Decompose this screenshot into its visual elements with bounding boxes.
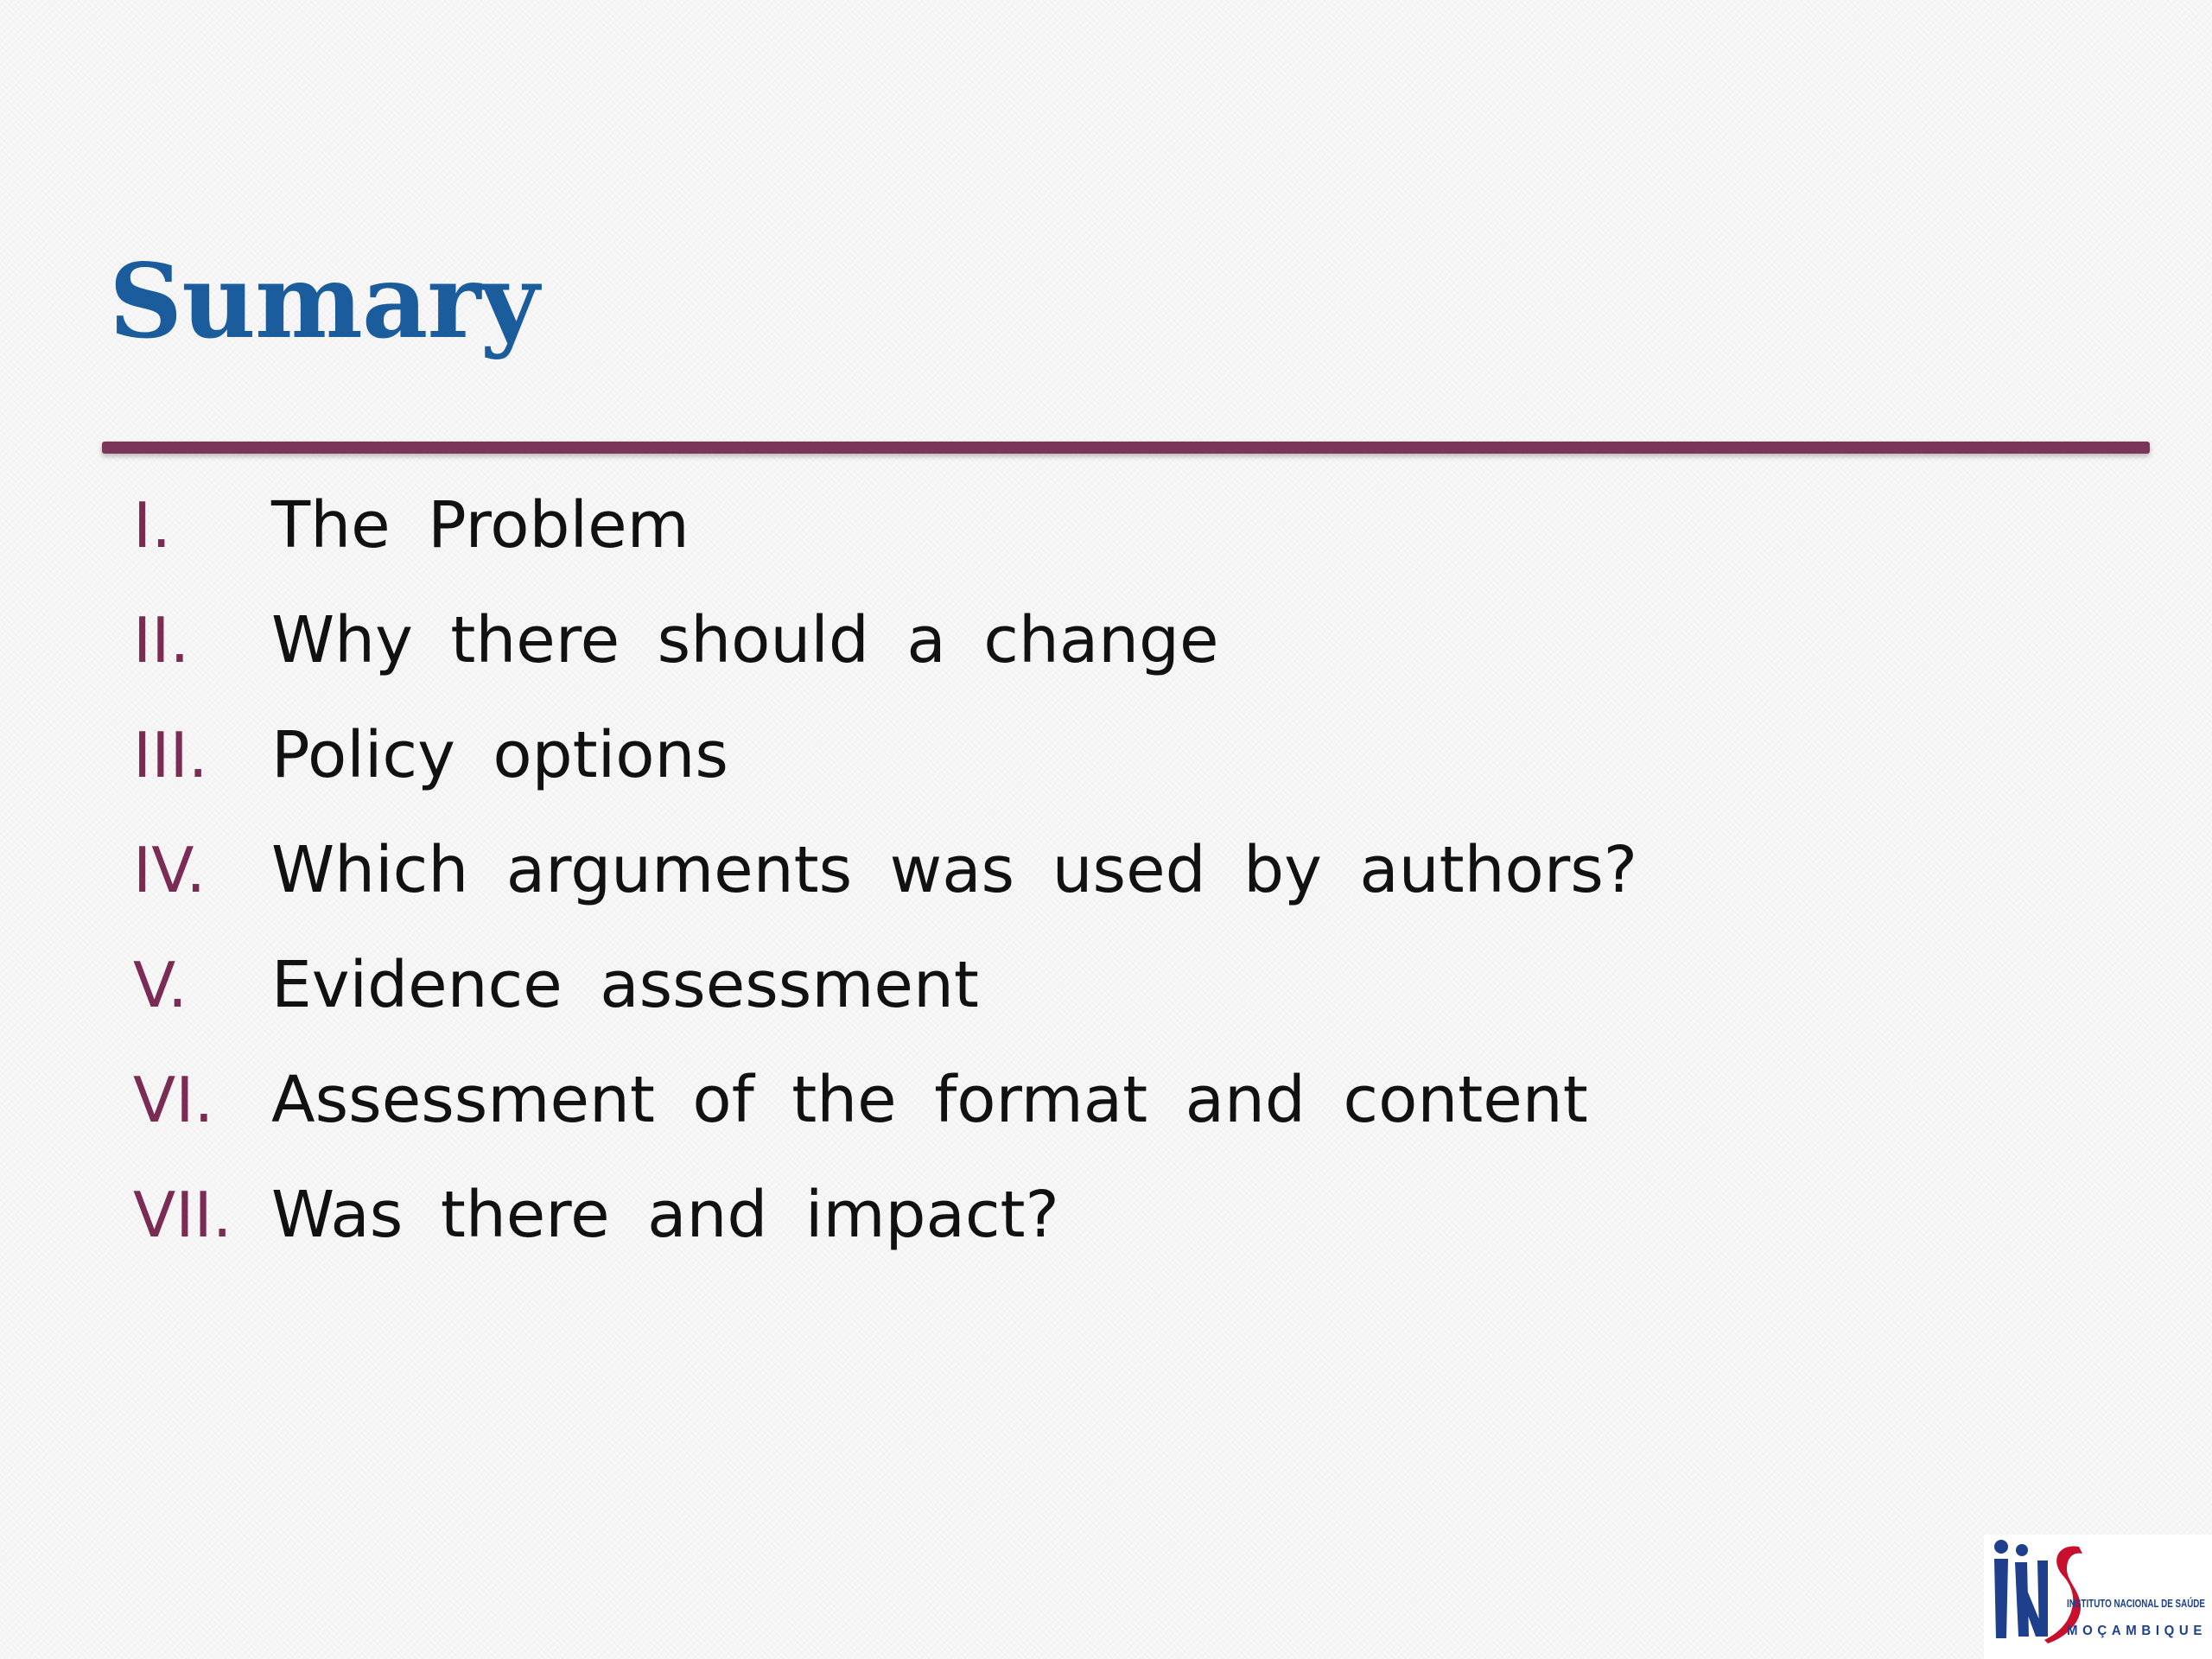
item-numeral: I. (133, 489, 172, 562)
item-numeral: VI. (133, 1064, 214, 1136)
item-text: Evidence assessment (271, 948, 979, 1022)
svg-text:INSTITUTO NACIONAL DE SAÚDE: INSTITUTO NACIONAL DE SAÚDE (2067, 1597, 2206, 1610)
list-item (133, 1058, 1637, 1173)
item-text: The Problem (271, 488, 690, 563)
item-text: Why there should a change (271, 603, 1219, 677)
list-item (133, 829, 1637, 944)
item-text: Assessment of the format and content (271, 1063, 1588, 1137)
item-text: Was there and impact? (271, 1178, 1059, 1252)
list-item (133, 484, 1637, 599)
item-numeral: VII. (133, 1179, 232, 1251)
slide-title: Sumary (109, 241, 539, 361)
svg-text:MOÇAMBIQUE: MOÇAMBIQUE (2067, 1624, 2207, 1638)
item-text: Which arguments was used by authors? (271, 833, 1638, 907)
ins-logo-icon (1984, 1535, 2212, 1659)
summary-list (133, 484, 1637, 1288)
list-item (133, 599, 1637, 714)
list-item (133, 944, 1637, 1058)
item-numeral: IV. (133, 834, 207, 906)
item-numeral: III. (133, 719, 208, 791)
list-item (133, 714, 1637, 829)
list-item (133, 1173, 1637, 1288)
item-numeral: II. (133, 604, 190, 677)
title-divider (102, 442, 2150, 454)
item-numeral: V. (133, 949, 188, 1021)
item-text: Policy options (271, 718, 728, 792)
